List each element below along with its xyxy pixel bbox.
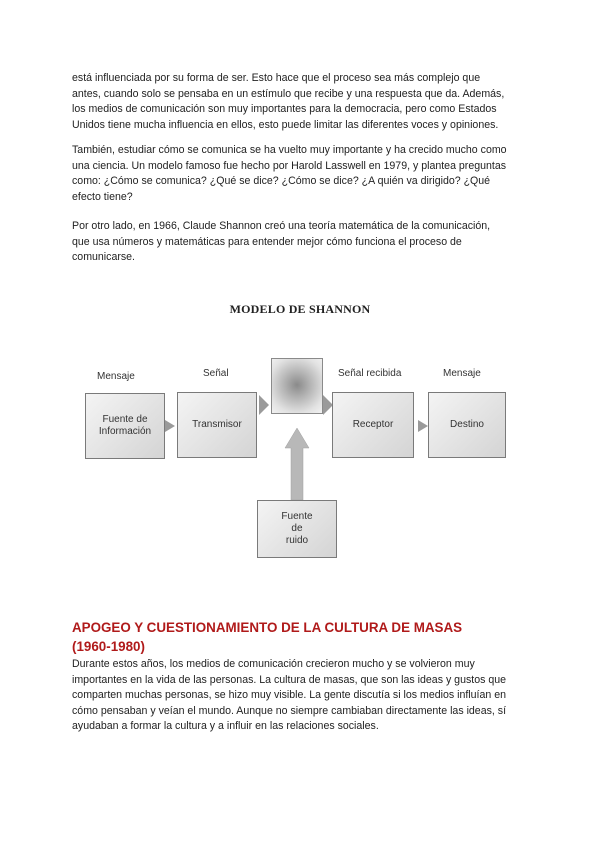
box-text: Destino [450,419,484,430]
text-line: una ciencia. Un modelo famoso fue hecho por Harold Lasswell en 1979, y plantea preguntas [72,159,507,172]
arrow-right-icon [418,420,428,432]
box-text-line: de [291,523,303,534]
box-fuente-ruido [257,500,337,558]
label-senal-recibida: Señal recibida [338,368,402,379]
label-senal: Señal [203,368,229,379]
text-line: los medios de comunicación son muy importantes para la democracia, pero como Estados [72,103,497,116]
diagram-title: MODELO DE SHANNON [229,302,371,316]
text-line: Por otro lado, en 1966, Claude Shannon creó una teoría matemática de la comunicación, [72,220,491,232]
section-body [72,657,532,735]
channel-box [271,358,323,414]
box-text-line: Información [98,426,152,437]
text-line: efecto tiene? [72,190,133,203]
arrow-up-icon [285,428,309,500]
text-line: está influenciada por su forma de ser. Esto hace que el proceso sea más complejo que [72,72,481,84]
box-text-line: Fuente de [102,414,148,425]
text-line: comparten muchas personas, se hizo muy visible. La gente discutía si los medios influían en [72,689,506,702]
box-text-line: ruido [285,535,309,546]
text-line: También, estudiar cómo se comunica se ha vuelto muy importante y ha crecido mucho como [72,144,507,156]
text-line: importantes en la vida de las personas. La cultura de masas, que son las ideas y gustos que [72,673,507,686]
text-line: ayudaban a formar la cultura y a influir en las relaciones sociales. [72,720,379,733]
heading-line: (1960-1980) [72,638,145,654]
label-mensaje-right: Mensaje [443,368,481,379]
box-receptor [332,392,414,458]
section-heading [72,619,542,656]
arrow-right-icon [259,395,269,415]
text-line: que usa números y matemáticas para entender mejor cómo funciona el proceso de [72,235,462,248]
label-mensaje-left: Mensaje [97,371,135,382]
text-line: comunicarse. [72,251,135,264]
box-text-line: Fuente [281,511,313,522]
box-text: Transmisor [192,419,242,430]
text-line: antes, cuando solo se pensaba en un estímulo que recibe y una respuesta que da. Además, [72,87,505,100]
heading-line: APOGEO Y CUESTIONAMIENTO DE LA CULTURA DE MASAS [72,620,463,635]
text-line: Durante estos años, los medios de comunicación crecieron mucho y se volvieron muy [72,658,475,670]
box-destino [428,392,506,458]
text-line: Unidos tiene mucha influencia en ellos, esto puede limitar las diferentes voces y opiniones. [72,118,499,131]
box-text: Receptor [352,419,394,430]
text-line: cómo pensaban y veían el mundo. Aunque no siempre cambiaban directamente las ideas, sí [72,704,507,717]
arrow-right-icon [165,420,175,432]
text-line: como: ¿Cómo se comunica? ¿Qué se dice? ¿Cómo se dice? ¿A quién va dirigido? ¿Qué [72,175,491,188]
box-transmisor [177,392,257,458]
